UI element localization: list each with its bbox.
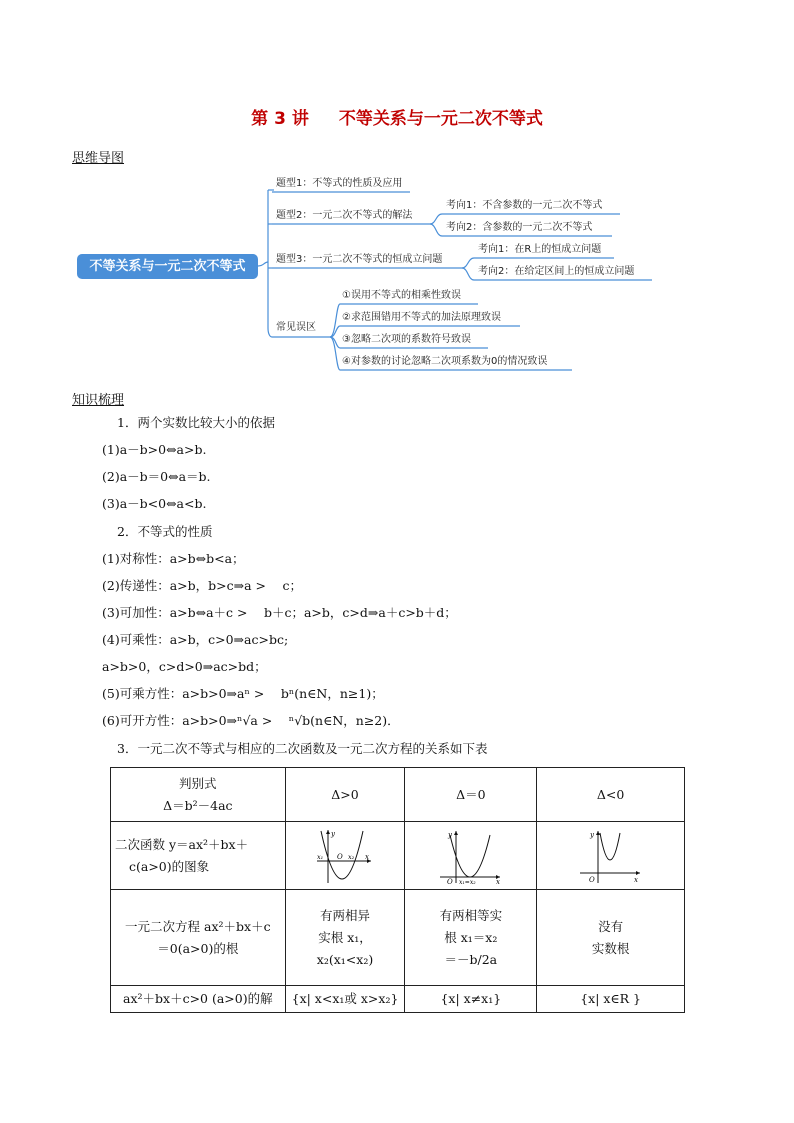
roots-none [537,890,685,986]
cell-line: 有两相异 [320,907,371,923]
solution-no-root: {x| x∈R } [537,986,685,1013]
graph-label-line1: 二次函数 y＝ax²＋bx＋ [115,836,249,852]
mm-topic-3: 题型3：一元二次不等式的恒成立问题 [276,254,443,265]
cell-line: 有两相等实 [439,907,503,923]
svg-text:O: O [588,875,595,884]
solution-two-roots: {x| x<x₁或 x>x₂} [285,986,405,1013]
graph-no-root [537,822,685,890]
lecture-topic: 不等关系与一元二次不等式 [338,109,543,129]
mm-mistake-1: ①误用不等式的相乘性致误 [342,290,461,301]
knowledge-heading: 知识梳理 [72,393,125,408]
discriminant-formula: Δ＝b²－4ac [163,797,233,813]
compare-1: (1)a－b>0⇔a>b. [102,442,207,457]
compare-2: (2)a－b＝0⇔a＝b. [102,469,211,484]
svg-text:x₁: x₁ [317,852,324,861]
property-2: (2)传递性：a>b，b>c⇒a > c； [102,578,302,593]
compare-3: (3)a－b<0⇔a<b. [102,496,207,511]
svg-text:x: x [633,875,638,884]
discriminant-label: 判别式 [179,775,217,791]
svg-text:x₂: x₂ [348,852,355,861]
mind-map [0,0,794,380]
roots-two-equal [405,890,537,986]
svg-text:x: x [495,877,500,885]
table-header-discriminant [111,768,286,822]
col-header-zero: Δ＝0 [405,768,537,822]
table-row [111,890,685,986]
relationship-table [110,767,685,1013]
table-row [111,986,685,1013]
mindmap-heading: 思维导图 [72,151,125,166]
svg-text:x: x [365,852,369,861]
col-header-positive: Δ>0 [285,768,405,822]
property-3: (3)可加性：a>b⇔a＋c > b＋c；a>b，c>d⇒a＋c>b＋d； [102,605,457,620]
cell-line: 实根 x₁， [318,929,372,945]
mind-map-root: 不等关系与一元二次不等式 [77,254,258,279]
cell-line: x₂(x₁<x₂) [316,951,374,967]
svg-text:x₁=x₂: x₁=x₂ [458,878,476,885]
heading-compare: 1．两个实数比较大小的依据 [117,415,275,430]
parabola-two-roots-graph [315,827,375,885]
property-5: (5)可乘方性：a>b>0⇒aⁿ > bⁿ(n∈N，n≥1)； [102,686,384,701]
svg-text:y: y [589,830,594,839]
solution-double-root: {x| x≠x₁} [405,986,537,1013]
property-6: (6)可开方性：a>b>0⇒ⁿ√a > ⁿ√b(n∈N，n≥2)． [102,713,400,728]
lecture-number: 第 3 讲 [251,109,309,129]
row-label-solution: ax²＋bx＋c>0 (a>0)的解 [111,986,286,1013]
table-row [111,822,685,890]
mm-mistake-2: ②求范围错用不等式的加法原理致误 [342,312,501,323]
mm-topic-2: 题型2：一元二次不等式的解法 [276,210,413,221]
mm-mistake-3: ③忽略二次项的系数符号致误 [342,334,471,345]
col-header-negative: Δ<0 [537,768,685,822]
cell-line: 实数根 [591,940,630,956]
cell-line: 没有 [598,918,624,934]
cell-line: 根 x₁＝x₂ [444,929,498,945]
mm-topic-1: 题型1：不等式的性质及应用 [276,178,403,189]
mm-topic-3-a: 考向1：在R上的恒成立问题 [478,244,602,255]
mm-mistakes: 常见误区 [276,322,316,333]
parabola-no-root-graph [576,827,646,885]
roots-two-distinct [285,890,405,986]
graph-double-root [405,822,537,890]
mm-topic-3-b: 考向2：在给定区间上的恒成立问题 [478,266,635,277]
parabola-double-root-graph [436,827,506,885]
mm-topic-2-b: 考向2：含参数的一元二次不等式 [446,222,593,233]
svg-text:y: y [447,830,452,839]
svg-text:O: O [337,852,343,861]
svg-text:y: y [331,829,335,838]
heading-relationship: 3．一元二次不等式与相应的二次函数及一元二次方程的关系如下表 [117,741,488,756]
roots-label-line2: ＝0(a>0)的根 [157,940,239,956]
graph-two-roots [285,822,405,890]
property-4b: a>b>0，c>d>0⇒ac>bd； [102,659,267,674]
mm-topic-2-a: 考向1：不含参数的一元二次不等式 [446,200,603,211]
property-4: (4)可乘性：a>b，c>0⇒ac>bc; [102,632,289,647]
mm-mistake-4: ④对参数的讨论忽略二次项系数为0的情况致误 [342,356,548,367]
property-1: (1)对称性：a>b⇔b<a； [102,551,245,566]
roots-label-line1: 一元二次方程 ax²＋bx＋c [125,918,271,934]
row-label-graph [111,822,286,890]
graph-label-line2: c(a>0)的图象 [129,858,210,874]
svg-text:O: O [446,877,453,885]
table-row [111,768,685,822]
row-label-roots [111,890,286,986]
cell-line: ＝－b/2a [444,951,498,967]
heading-properties: 2．不等式的性质 [117,524,213,539]
